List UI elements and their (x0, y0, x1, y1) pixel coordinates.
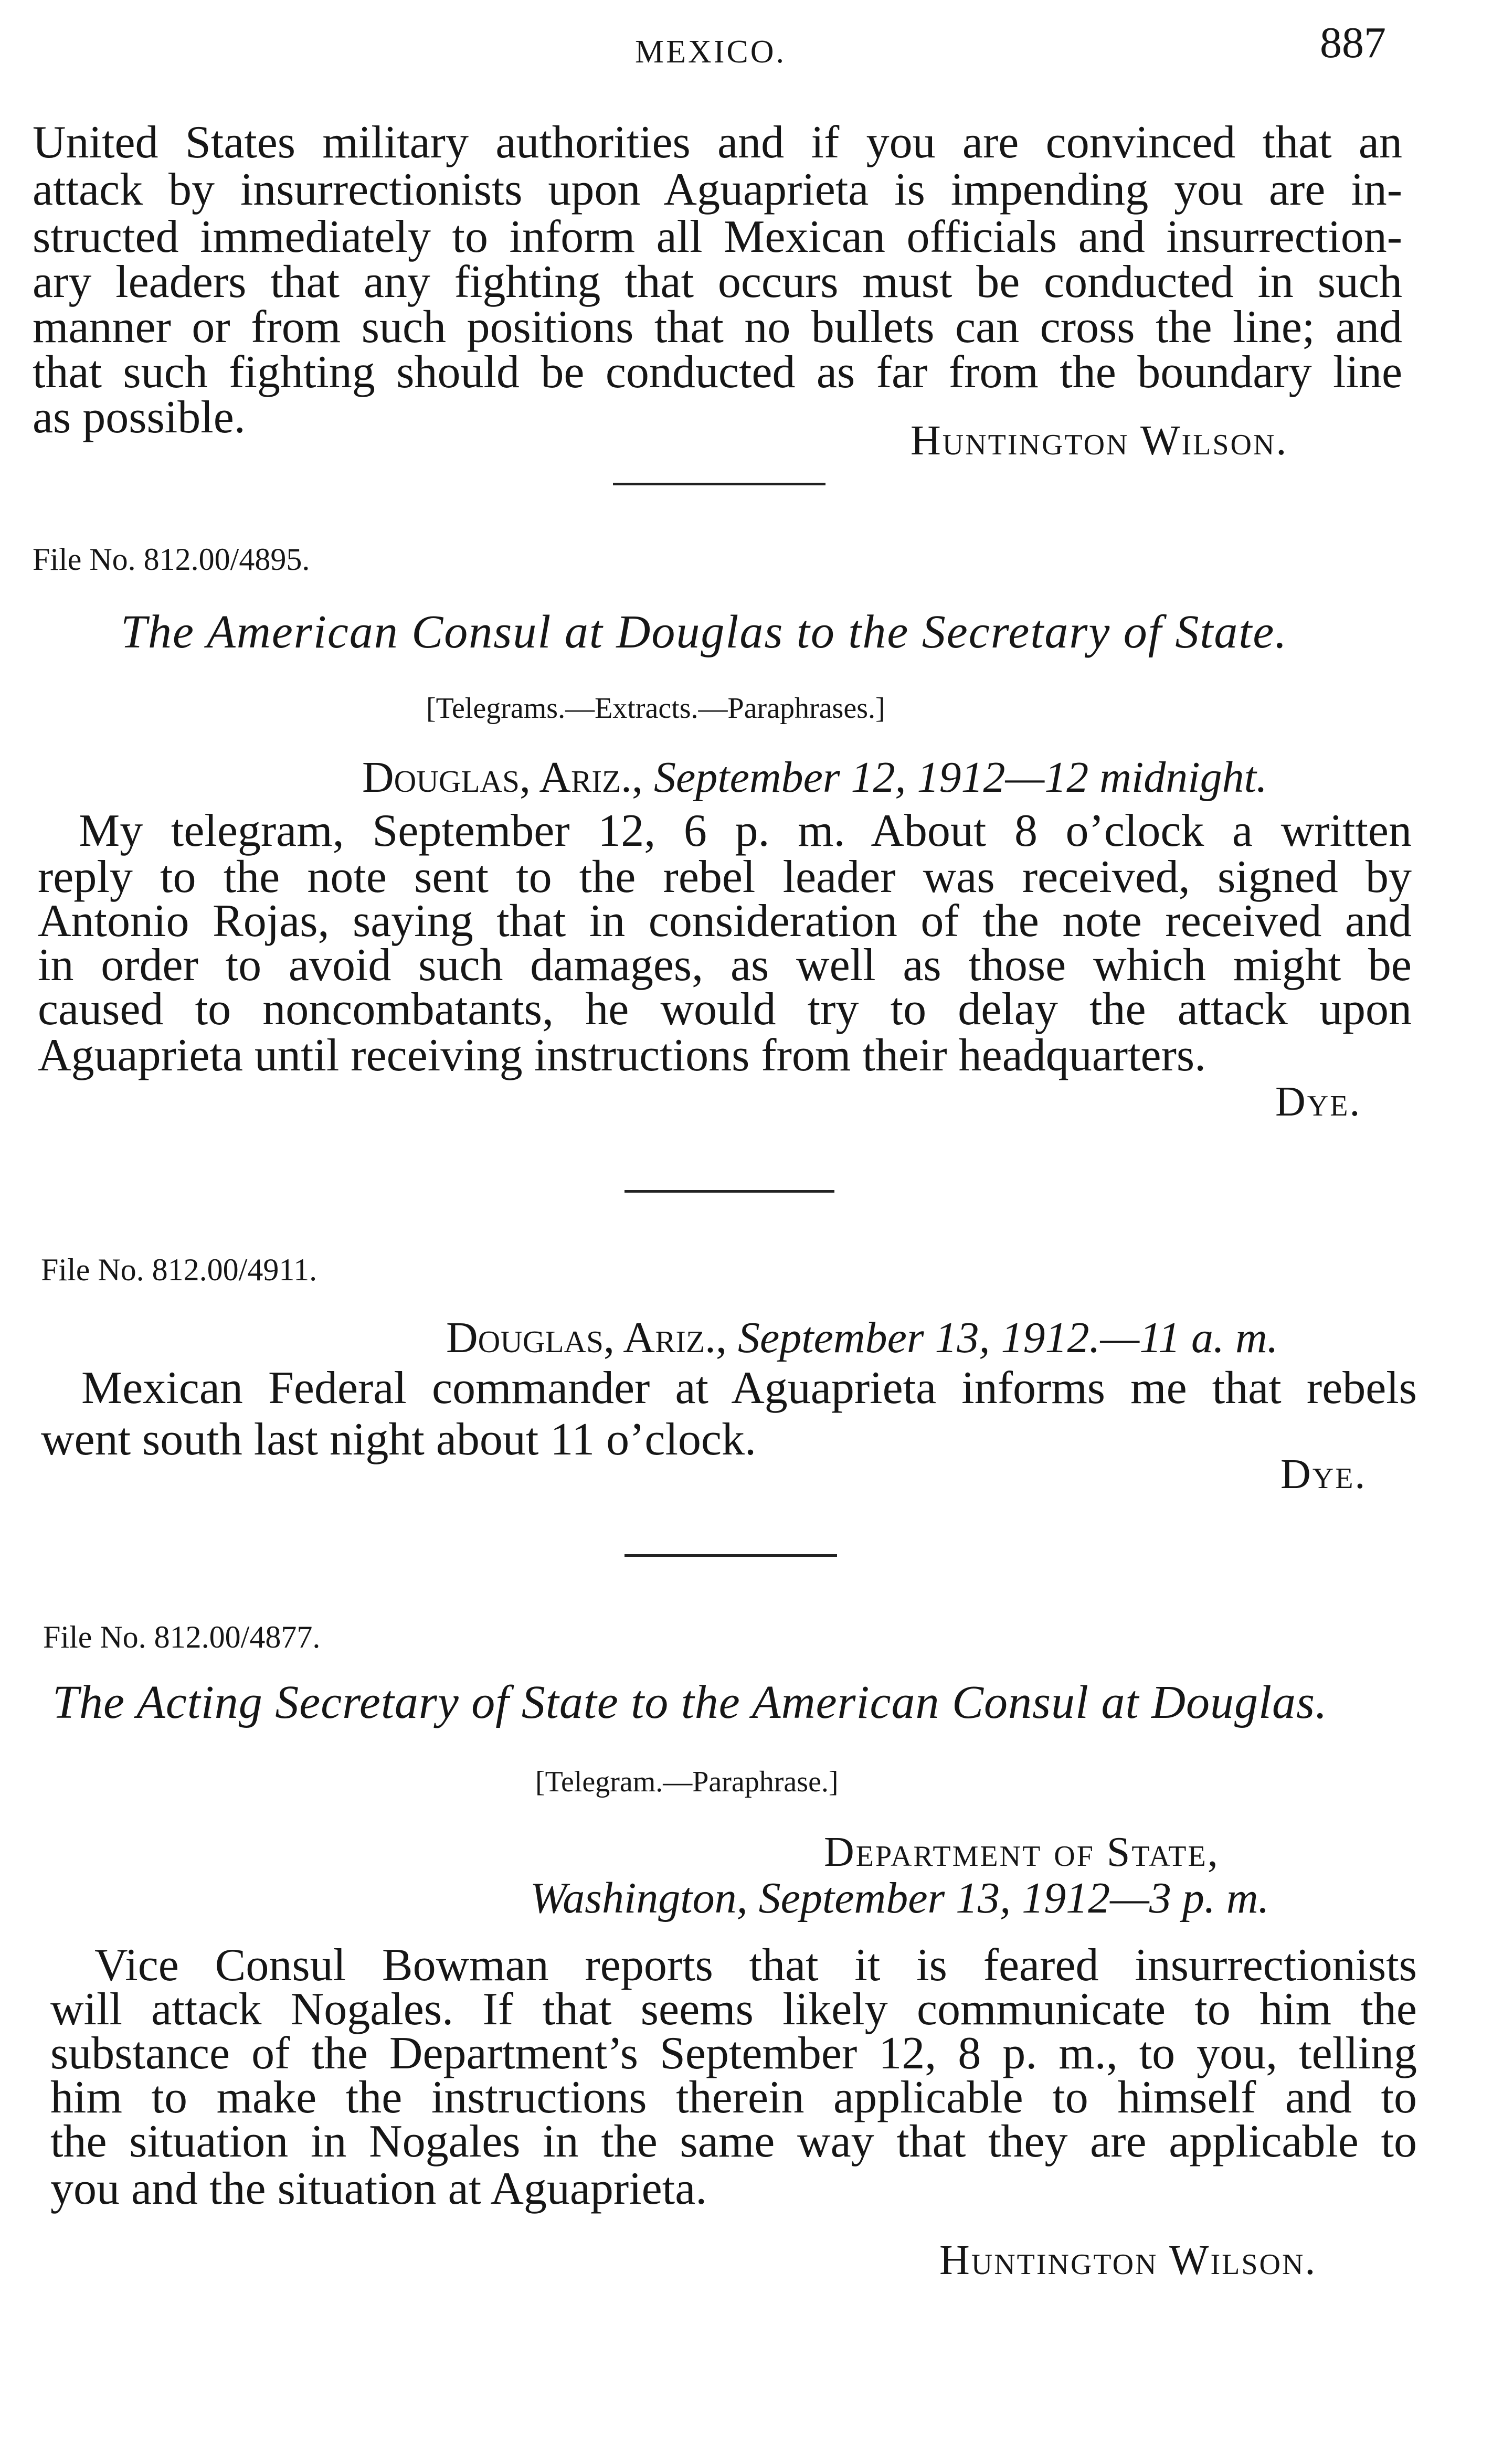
telegram-note: [Telegrams.—Extracts.—Paraphrases.] (426, 692, 885, 725)
document-title: The Acting Secretary of State to the American Consul at Douglas. (52, 1676, 1328, 1728)
section-divider (613, 483, 825, 485)
page-number: 887 (1320, 18, 1386, 67)
text-line: you and the situation at Aguaprieta. (50, 2163, 707, 2214)
file-number: File No. 812.00/4877. (43, 1620, 321, 1654)
document-title: The American Consul at Douglas to the Secretary of State. (121, 606, 1288, 658)
telegram-note: [Telegram.—Paraphrase.] (535, 1766, 839, 1798)
text-line: manner or from such positions that no bullets can cross the line; and (33, 302, 1402, 353)
signature: Huntington Wilson. (939, 2237, 1317, 2284)
dateline (446, 1313, 1278, 1362)
dateline (362, 753, 1267, 802)
text-line: will attack Nogales. If that seems likely communicate to him the (50, 1984, 1417, 2035)
file-number: File No. 812.00/4895. (33, 542, 310, 577)
dateline-date: September 13, 1912.—11 a. m. (738, 1313, 1278, 1362)
signature: Huntington Wilson. (911, 418, 1288, 464)
text-line: substance of the Department’s September 12, 8 p. m., to you, telling (50, 2028, 1417, 2079)
text-line: caused to noncombatants, he would try to delay the attack upon (38, 984, 1412, 1035)
dateline-place: Douglas, Ariz., (362, 753, 643, 802)
text-line: reply to the note sent to the rebel leader was received, signed by (38, 852, 1412, 902)
text-line: ary leaders that any fighting that occurs must be conducted in such (33, 257, 1402, 307)
text-line: attack by insurrectionists upon Aguaprieta is impending you are in- (33, 164, 1402, 215)
running-head: MEXICO. (635, 34, 787, 70)
text-line: him to make the instructions therein applicable to himself and to (50, 2072, 1417, 2123)
department-heading: Department of State, (824, 1829, 1220, 1875)
signature: Dye. (1275, 1079, 1362, 1125)
text-line: Mexican Federal commander at Aguaprieta informs me that rebels (81, 1363, 1417, 1414)
text-line: United States military authorities and if you are convinced that an (33, 117, 1402, 168)
file-number: File No. 812.00/4911. (41, 1252, 317, 1287)
text-line: Aguaprieta until receiving instructions from their headquarters. (38, 1030, 1206, 1081)
dateline: Washington, September 13, 1912—3 p. m. (530, 1874, 1269, 1923)
text-line: the situation in Nogales in the same way that they are applicable to (50, 2116, 1417, 2167)
dateline-place: Douglas, Ariz., (446, 1313, 727, 1362)
text-line: in order to avoid such damages, as well as those which might be (38, 940, 1412, 991)
text-line: as possible. (33, 392, 246, 443)
text-line: structed immediately to inform all Mexican officials and insurrection- (33, 211, 1402, 262)
text-line: that such fighting should be conducted as far from the boundary line (33, 347, 1402, 398)
signature: Dye. (1280, 1451, 1367, 1497)
section-divider (625, 1554, 837, 1557)
dateline-date: September 12, 1912—12 midnight. (654, 753, 1267, 802)
text-line: Vice Consul Bowman reports that it is feared insurrectionists (94, 1940, 1417, 1991)
text-line: My telegram, September 12, 6 p. m. About 8 o’clock a written (79, 805, 1412, 856)
text-line: went south last night about 11 o’clock. (41, 1414, 756, 1465)
text-line: Antonio Rojas, saying that in consideration of the note received and (38, 896, 1412, 947)
section-divider (625, 1190, 834, 1193)
